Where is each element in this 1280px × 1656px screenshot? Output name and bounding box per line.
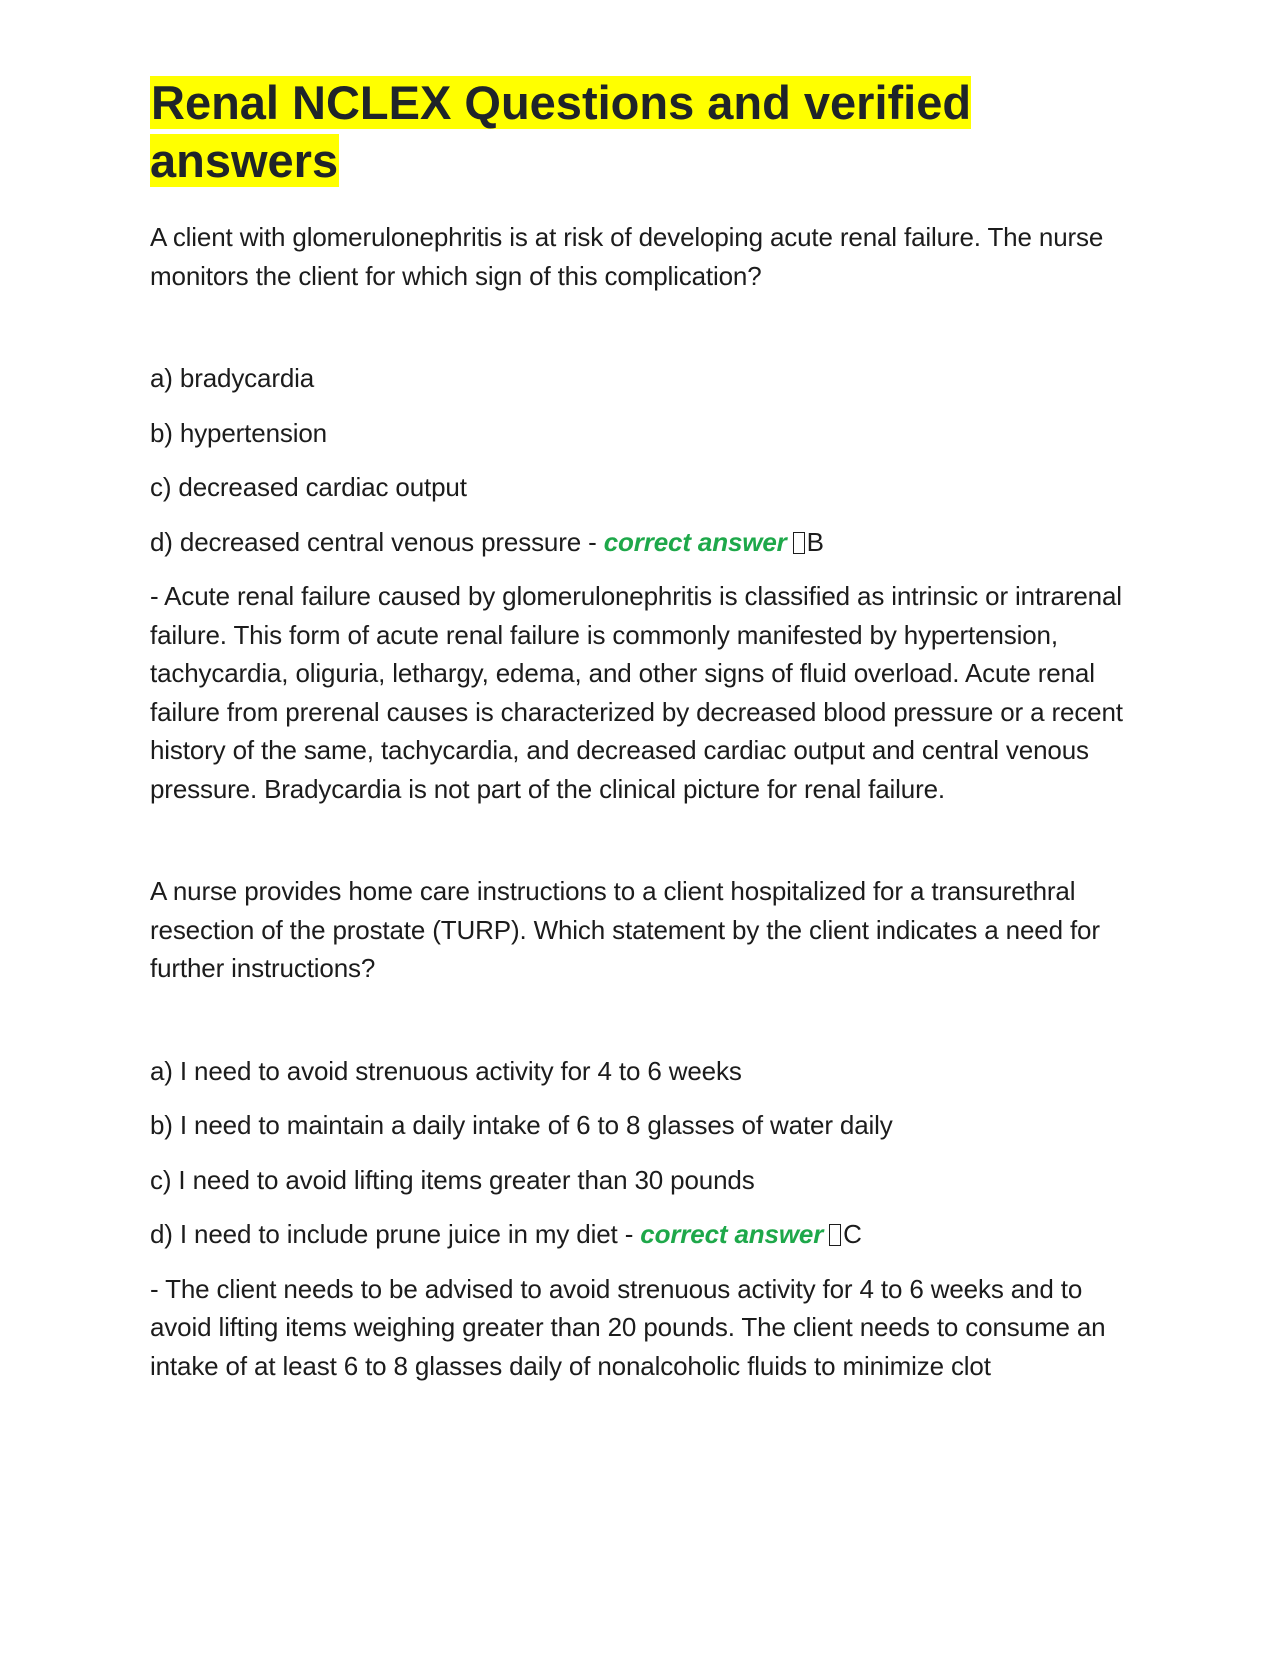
answer-rationale: - Acute renal failure caused by glomerulonephritis is classified as intrinsic or intrarenal failure. This form of acute renal failure is commonly manifested by hypertension, tachycardia, oliguria, lethargy, edema, and other signs of fluid overload. Acute renal failure from prerenal causes is characterized by decreased blood pressure or a recent history of the same, tachycardia, and decreased cardiac output and central venous pressure. Bradycardia is not part of the clinical picture for renal failure. [150,581,1123,804]
answer-rationale: - The client needs to be advised to avoid strenuous activity for 4 to 6 weeks and to avoid lifting items weighing greater than 20 pounds. The client needs to consume an intake of at least 6 to 8 glasses daily of nonalcoholic fluids to minimize clot [150,1273,1106,1381]
correct-answer-letter: C [843,1219,862,1249]
answer-option-d-with-answer [150,1215,1140,1254]
answer-option-a: a) bradycardia [150,363,315,393]
question-stem: A client with glomerulonephritis is at risk of developing acute renal failure. The nurse monitors the client for which sign of this complication? [150,222,1104,291]
answer-option-b: b) hypertension [150,417,327,448]
answer-option-c: c) decreased cardiac output [150,472,467,502]
answer-option-c: c) I need to avoid lifting items greater than 30 pounds [150,1164,755,1195]
answer-option-b: b) I need to maintain a daily intake of 6 to 8 glasses of water daily [150,1110,893,1140]
answer-option-a: a) I need to avoid strenuous activity for 4 to 6 weeks [150,1055,742,1086]
correct-answer-label: correct answer [640,1219,824,1249]
answer-option-d-with-answer [150,523,1140,562]
missing-glyph-icon [829,1224,841,1246]
question-block-1 [150,218,1140,808]
question-block-2 [150,872,1140,1385]
answer-option-d: d) I need to include prune juice in my diet [150,1219,618,1249]
document-title [150,74,1140,190]
answer-option-d: d) decreased central venous pressure [150,526,582,557]
title-highlight: Renal NCLEX Questions and verified answers [150,76,972,187]
missing-glyph-icon [793,532,805,554]
question-stem: A nurse provides home care instructions to a client hospitalized for a transurethral resection of the prostate (TURP). Which statement by the client indicates a need for further instructions? [150,876,1100,983]
correct-answer-label: correct answer [603,526,787,557]
separator-dash: - [588,526,597,557]
document-page [150,74,1140,1385]
correct-answer-letter: B [806,526,824,557]
separator-dash: - [624,1219,634,1249]
